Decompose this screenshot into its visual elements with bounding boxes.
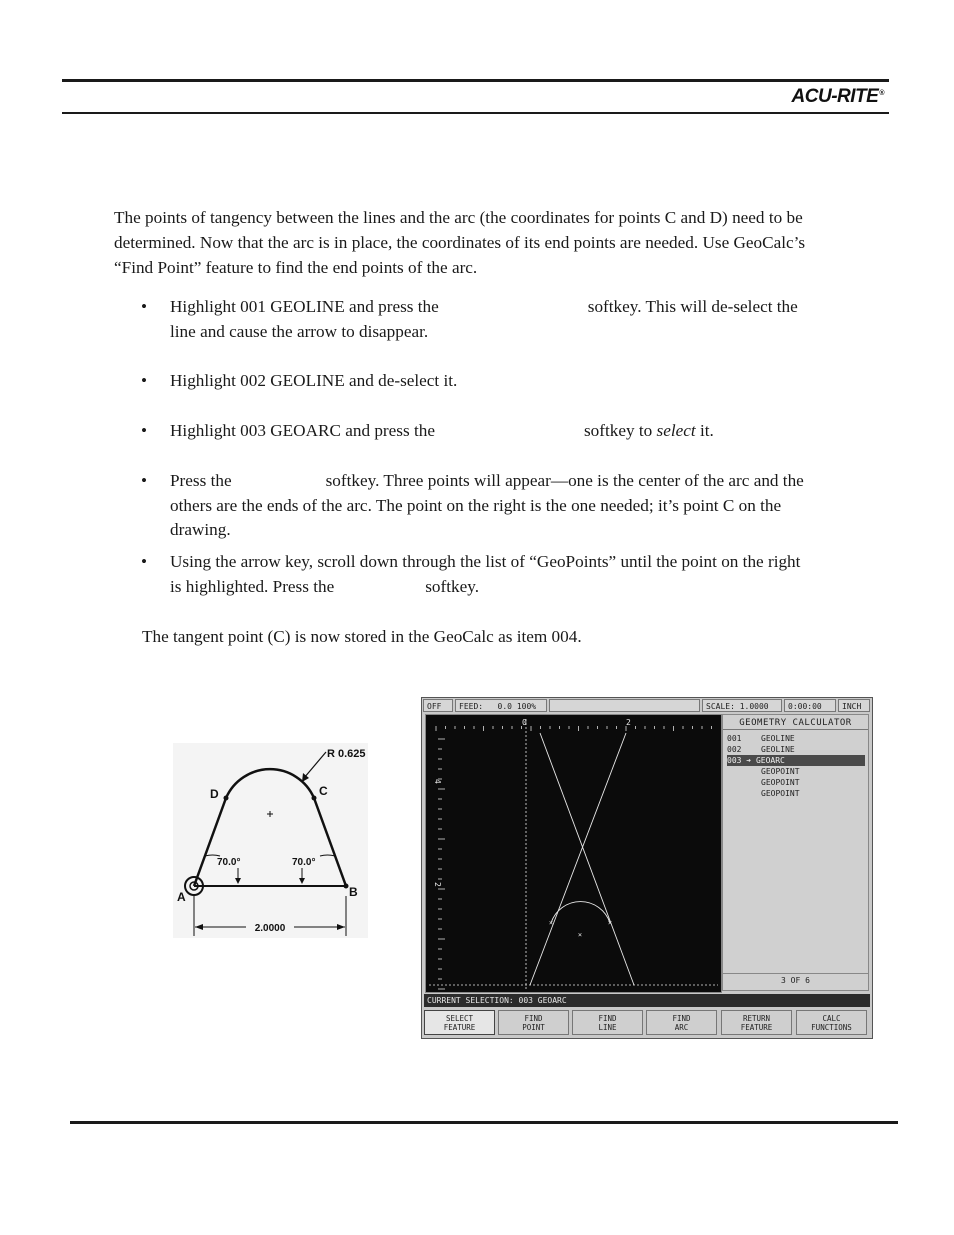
return-feature-softkey[interactable]: RETURN FEATURE <box>721 1010 792 1035</box>
select-feature-softkey[interactable]: SELECT FEATURE <box>424 1010 495 1035</box>
geopoint-center: × <box>577 931 583 939</box>
time-indicator: 0:00:00 <box>784 699 836 712</box>
step-3-line-1: Highlight 003 GEOARC and press the softkey to select it. <box>170 421 714 440</box>
left-angle-label: 70.0° <box>217 857 241 868</box>
point-b-label: B <box>349 885 358 899</box>
header-rule-bottom <box>62 112 889 114</box>
list-item[interactable]: GEOPOINT <box>761 767 800 776</box>
list-item-selected[interactable]: 003 ➔ GEOARC <box>727 755 865 766</box>
x-axis-ticks <box>436 726 712 731</box>
geometry-plot <box>425 714 722 993</box>
x-axis-label-2: 2 <box>626 718 631 727</box>
geoarc-003 <box>551 902 610 923</box>
footer-rule <box>70 1121 898 1124</box>
find-point-softkey[interactable]: FIND POINT <box>498 1010 569 1035</box>
point-a-label: A <box>177 890 186 904</box>
list-item[interactable]: GEOPOINT <box>761 778 800 787</box>
drawing-background <box>173 743 368 938</box>
find-arc-softkey[interactable]: FIND ARC <box>646 1010 717 1035</box>
panel-title: GEOMETRY CALCULATOR <box>723 717 868 730</box>
point-c-dot <box>312 796 317 801</box>
feed-indicator: FEED: 0.0 100% <box>455 699 547 712</box>
intro-line-2: determined. Now that the arc is in place, the coordinates of its end points are needed. Use GeoCalc’s <box>114 233 806 252</box>
step-2-line-1: Highlight 002 GEOLINE and de-select it. <box>170 371 458 390</box>
calc-functions-softkey[interactable]: CALC FUNCTIONS <box>796 1010 867 1035</box>
bullet-4: • <box>141 471 148 490</box>
radius-label: R 0.625 <box>327 748 366 760</box>
y-axis-label-2: 2 <box>433 882 442 887</box>
step-4-line-3: drawing. <box>170 520 231 539</box>
step-4-line-2: others are the ends of the arc. The point on the right is the one needed; it’s point C on the <box>170 496 782 515</box>
units-indicator: INCH <box>838 699 870 712</box>
intro-line-3: “Find Point” feature to find the end points of the arc. <box>114 258 478 277</box>
step-4-line-1: Press the softkey. Three points will appear—one is the center of the arc and the <box>170 471 804 490</box>
bullet-5: • <box>141 552 148 571</box>
geopoint-left: × <box>548 919 554 927</box>
acu-rite-logo: ACU-RITE® <box>791 86 884 107</box>
geoline-002 <box>530 733 626 985</box>
y-axis-label-4: 4 <box>433 779 442 784</box>
scale-indicator: SCALE: 1.0000 <box>702 699 782 712</box>
list-item[interactable]: 002 GEOLINE <box>727 745 795 754</box>
step-1-line-1: Highlight 001 GEOLINE and press the softkey. This will de-select the <box>170 297 798 316</box>
step-1-line-2: line and cause the arrow to disappear. <box>170 322 429 341</box>
dro-screen <box>421 697 873 1039</box>
bullet-1: • <box>141 297 148 316</box>
list-item[interactable]: GEOPOINT <box>761 789 800 798</box>
step-5-line-1: Using the arrow key, scroll down through the list of “GeoPoints” until the point on the right <box>170 552 801 571</box>
geoline-001 <box>540 733 634 985</box>
width-label: 2.0000 <box>254 923 286 934</box>
spacer-cell <box>549 699 700 712</box>
bullet-2: • <box>141 371 148 390</box>
current-selection-bar: CURRENT SELECTION: 003 GEOARC <box>424 994 870 1007</box>
conclusion-text: The tangent point (C) is now stored in the GeoCalc as item 004. <box>142 627 582 646</box>
find-line-softkey[interactable]: FIND LINE <box>572 1010 643 1035</box>
list-counter: 3 OF 6 <box>723 973 868 988</box>
step-5-line-2: is highlighted. Press the softkey. <box>170 577 480 596</box>
list-item[interactable]: 001 GEOLINE <box>727 734 795 743</box>
x-axis-label-0: 0 <box>522 718 527 727</box>
right-angle-label: 70.0° <box>292 857 316 868</box>
bullet-3: • <box>141 421 148 440</box>
mode-indicator: OFF <box>423 699 453 712</box>
geometry-calculator-panel <box>722 714 869 991</box>
y-axis-ticks <box>438 739 445 989</box>
header-rule-top <box>62 79 889 82</box>
selected-arrow-icon: ➔ <box>746 756 752 765</box>
point-d-label: D <box>210 787 219 801</box>
point-c-label: C <box>319 784 328 798</box>
point-b-dot <box>344 884 349 889</box>
part-drawing <box>168 738 378 943</box>
intro-line-1: The points of tangency between the lines and the arc (the coordinates for points C and D) need to be <box>114 208 803 227</box>
geopoint-right: × <box>607 919 613 927</box>
point-d-dot <box>224 796 229 801</box>
